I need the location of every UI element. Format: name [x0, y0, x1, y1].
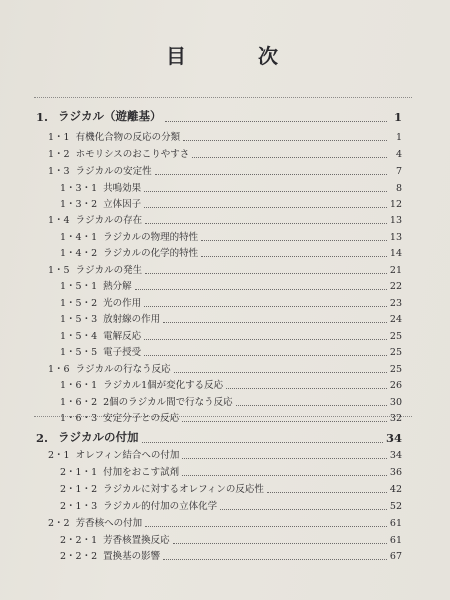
toc-entry-number: 1・5・2 — [60, 298, 98, 309]
dot-leader — [145, 273, 387, 274]
toc-entry-title: 熱分解 — [103, 281, 132, 292]
toc-entry-title: 共鳴効果 — [103, 183, 142, 194]
toc-entry — [60, 464, 402, 478]
dot-leader — [182, 458, 387, 459]
toc-entry-title: 電解反応 — [103, 331, 142, 342]
toc-entry-page: 36 — [389, 467, 402, 478]
toc-entry — [60, 532, 402, 546]
toc-entry-page: 61 — [389, 535, 402, 546]
toc-entry — [48, 361, 402, 375]
toc-entry-page: 67 — [389, 551, 402, 562]
dot-leader — [163, 559, 387, 560]
toc-entry — [60, 377, 402, 391]
toc-entry-number: 1・4 — [48, 215, 70, 226]
dot-leader — [236, 405, 387, 406]
toc-entry-number: 1・3・1 — [60, 183, 98, 194]
toc-entry-title: 安定分子との反応 — [103, 413, 180, 424]
toc-entry-page: 25 — [389, 331, 402, 342]
toc-entry-number: 2・2・1 — [60, 535, 98, 546]
toc-entry-number: 1・5・5 — [60, 347, 98, 358]
toc-entry-number: 2・1・1 — [60, 467, 98, 478]
dot-leader — [182, 475, 387, 476]
toc-entry — [60, 548, 402, 562]
toc-entry-page: 32 — [389, 413, 402, 424]
dot-leader — [144, 339, 387, 340]
toc-entry — [60, 344, 402, 358]
toc-entry-number: 2・1・2 — [60, 484, 98, 495]
dot-leader — [144, 306, 387, 307]
toc-entry-page: 23 — [389, 298, 402, 309]
dot-leader — [174, 372, 387, 373]
dot-leader — [267, 492, 387, 493]
toc-entry-number: 2・1 — [48, 450, 70, 461]
toc-entry-page: 7 — [395, 166, 402, 177]
toc-entry-number: 1・5 — [48, 265, 70, 276]
toc-entry-title: ラジカルの物理的特性 — [103, 232, 199, 243]
toc-entry-number: 1・6 — [48, 364, 70, 375]
toc-entry — [60, 295, 402, 309]
toc-entry-number: 2・2 — [48, 518, 70, 529]
toc-entry-number: 1・3・2 — [60, 199, 98, 210]
toc-entry — [48, 129, 402, 143]
toc-entry-title: 有機化合物の反応の分類 — [75, 132, 181, 143]
toc-entry-page: 34 — [385, 431, 402, 445]
dot-leader — [201, 240, 387, 241]
toc-entry-number: 1・4・2 — [60, 248, 98, 259]
toc-entry-number: 2・1・3 — [60, 501, 98, 512]
dot-leader — [183, 140, 387, 141]
toc-entry-page: 22 — [389, 281, 402, 292]
toc-entry — [48, 212, 402, 226]
toc-entry-number: 1. — [36, 110, 49, 124]
toc-entry-page: 1 — [393, 110, 402, 124]
toc-entry — [60, 311, 402, 325]
dot-leader — [144, 207, 387, 208]
toc-entry — [60, 196, 402, 210]
toc-entry-page: 34 — [389, 450, 402, 461]
toc-entry-page: 4 — [395, 149, 402, 160]
toc-entry-page: 52 — [389, 501, 402, 512]
toc-entry-number: 1・3 — [48, 166, 70, 177]
dot-leader — [144, 355, 387, 356]
toc-entry-title: 電子授受 — [103, 347, 142, 358]
toc-entry-page: 12 — [389, 199, 402, 210]
toc-entry-title: ラジカルの付加 — [58, 430, 139, 444]
dot-leader — [163, 322, 387, 323]
toc-entry-title: 立体因子 — [103, 199, 142, 210]
toc-entry-page: 13 — [389, 215, 402, 226]
toc-entry-title: ラジカルの化学的特性 — [103, 248, 199, 259]
dot-leader — [142, 442, 383, 443]
toc-entry-title: ラジカルの行なう反応 — [75, 364, 171, 375]
toc-entry-number: 1・5・1 — [60, 281, 98, 292]
dot-leader — [226, 388, 387, 389]
toc-entry-title: 放射線の作用 — [103, 314, 161, 325]
toc-entry — [36, 429, 402, 445]
toc-entry-title: ラジカルの存在 — [75, 215, 143, 226]
dot-leader — [165, 121, 387, 122]
toc-entry-title: 芳香核置換反応 — [103, 535, 170, 546]
toc-entry-page: 30 — [389, 397, 402, 408]
toc-entry-title: 芳香核への付加 — [75, 518, 143, 529]
dot-leader — [135, 289, 387, 290]
toc-entry-number: 1・6・2 — [60, 397, 98, 408]
dot-leader — [145, 526, 387, 527]
toc-entry-page: 25 — [389, 364, 402, 375]
toc-entry-title: 光の作用 — [103, 298, 142, 309]
toc-entry-number: 1・5・4 — [60, 331, 98, 342]
toc-entry-page: 8 — [395, 183, 402, 194]
toc-entry-title: ラジカル的付加の立体化学 — [103, 501, 218, 512]
toc-entry-page: 26 — [389, 380, 402, 391]
toc-entry-page: 21 — [389, 265, 402, 276]
toc-entry-page: 25 — [389, 347, 402, 358]
toc-entry — [60, 498, 402, 512]
toc-entry-title: ラジカル（遊離基） — [58, 109, 162, 123]
dot-leader — [173, 543, 387, 544]
toc-entry-title: ラジカル1個が変化する反応 — [103, 380, 224, 391]
toc-entry-number: 2・2・2 — [60, 551, 98, 562]
toc-entry-number: 2. — [36, 431, 49, 445]
toc-entry-number: 1・1 — [48, 132, 70, 143]
toc-entry — [48, 163, 402, 177]
toc-entry — [48, 262, 402, 276]
dot-leader — [144, 191, 387, 192]
toc-entry-title: ラジカルの発生 — [75, 265, 143, 276]
toc-entry — [60, 229, 402, 243]
toc-entry-page: 14 — [389, 248, 402, 259]
toc-entry — [60, 180, 402, 194]
dot-leader — [182, 421, 387, 422]
toc-entry — [48, 146, 402, 160]
toc-entry-page: 24 — [389, 314, 402, 325]
toc-entry — [60, 394, 402, 408]
toc-entry-page: 1 — [395, 132, 402, 143]
toc-entry-title: ラジカルの安定性 — [75, 166, 152, 177]
toc-entry-number: 1・5・3 — [60, 314, 98, 325]
toc-entry-title: ラジカルに対するオレフィンの反応性 — [103, 484, 264, 495]
dot-leader — [145, 223, 387, 224]
toc-entry — [60, 245, 402, 259]
toc-entry — [48, 515, 402, 529]
dot-leader — [201, 256, 387, 257]
toc-entry-title: ホモリシスのおこりやすさ — [75, 149, 190, 160]
toc-entry-number: 1・6・1 — [60, 380, 98, 391]
toc-entry-number: 1・4・1 — [60, 232, 98, 243]
toc-entry — [60, 278, 402, 292]
dot-leader — [192, 157, 387, 158]
toc-entry-page: 61 — [389, 518, 402, 529]
toc-entry-page: 42 — [389, 484, 402, 495]
toc-entry — [48, 447, 402, 461]
toc-entry-title: 置換基の影響 — [103, 551, 161, 562]
toc-entry-number: 1・2 — [48, 149, 70, 160]
toc-entry — [60, 328, 402, 342]
toc-entry — [36, 108, 402, 124]
toc-entry-title: オレフィン結合への付加 — [75, 450, 180, 461]
toc-entry-page: 13 — [389, 232, 402, 243]
toc-entry — [60, 410, 402, 424]
dot-leader — [155, 174, 387, 175]
toc-entry-number: 1・6・3 — [60, 413, 98, 424]
toc-entry — [60, 481, 402, 495]
dot-leader — [220, 509, 387, 510]
page-title: 目 次 — [166, 44, 304, 68]
toc-entry-title: 付加をおこす試剤 — [103, 467, 180, 478]
toc-entry-title: 2個のラジカル間で行なう反応 — [103, 397, 233, 408]
